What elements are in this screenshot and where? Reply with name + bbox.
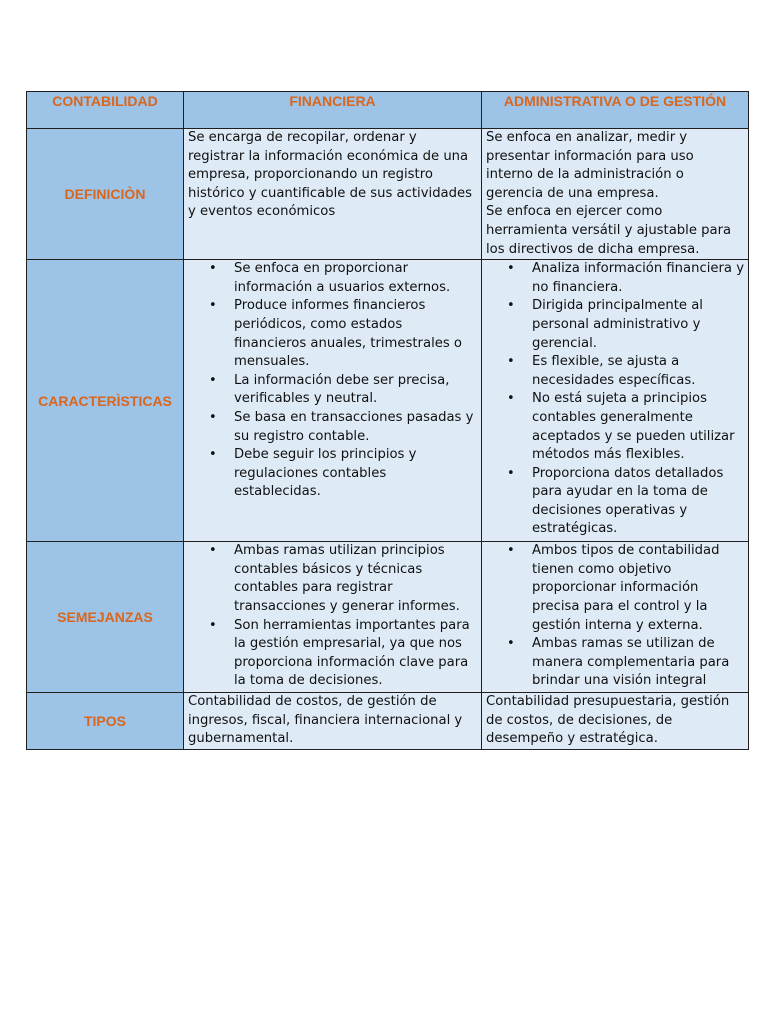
definicion-administrativa-text-1: Se enfoca en analizar, medir y presentar información para uso interno de la administración o gerencia de una empresa. [486,130,694,201]
list-item: • Ambas ramas se utilizan de manera complementaria para brindar una visión integral [532,635,744,691]
semejanzas-administrativa [482,542,749,693]
row-caracteristicas [27,260,749,542]
list-item: • Son herramientas importantes para la gestión empresarial, ya que nos proporciona información clave para la toma de decisiones. [234,617,477,691]
row-tipos [27,693,749,750]
caracteristicas-financiera [184,260,482,542]
list-item: • Se basa en transacciones pasadas y su registro contable. [234,409,477,446]
list-item: • Analiza información financiera y no financiera. [532,260,744,297]
semejanzas-financiera [184,542,482,693]
caracteristicas-financiera-list [188,260,477,502]
tipos-financiera-text: Contabilidad de costos, de gestión de ingresos, fiscal, financiera internacional y gubernamental. [188,694,463,747]
list-item: • Dirigida principalmente al personal administrativo y gerencial. [532,297,744,353]
header-administrativa: ADMINISTRATIVA O DE GESTIÓN [482,92,749,129]
list-item: • No está sujeta a principios contables generalmente aceptados y se pueden utilizar métodos más flexibles. [532,390,744,464]
caracteristicas-administrativa [482,260,749,542]
label-caracteristicas: CARACTERÌSTICAS [27,260,184,542]
list-item: • La información debe ser precisa, verificables y neutral. [234,372,477,409]
list-item: • Es flexible, se ajusta a necesidades específicas. [532,353,744,390]
header-financiera: FINANCIERA [184,92,482,129]
list-item: • Debe seguir los principios y regulaciones contables establecidas. [234,446,477,502]
row-definicion [27,129,749,260]
definicion-financiera [184,129,482,260]
list-item: • Produce informes financieros periódicos, como estados financieros anuales, trimestrales o mensuales. [234,297,477,371]
semejanzas-financiera-list [188,542,477,691]
tipos-financiera [184,693,482,750]
comparison-table [26,91,749,750]
header-row [27,92,749,129]
list-item: • Se enfoca en proporcionar información a usuarios externos. [234,260,477,297]
row-semejanzas [27,542,749,693]
definicion-administrativa [482,129,749,260]
list-item: • Proporciona datos detallados para ayudar en la toma de decisiones operativas y estratégicas. [532,465,744,539]
header-contabilidad: CONTABILIDAD [27,92,184,129]
list-item: • Ambas ramas utilizan principios contables básicos y técnicas contables para registrar transacciones y generar informes. [234,542,477,616]
label-definicion: DEFINICIÒN [27,129,184,260]
definicion-administrativa-text-2: Se enfoca en ejercer como herramienta versátil y ajustable para los directivos de dicha empresa. [486,204,732,257]
tipos-administrativa-text: Contabilidad presupuestaria, gestión de costos, de decisiones, de desempeño y estratégica. [486,694,730,747]
label-tipos: TIPOS [27,693,184,750]
list-item: • Ambos tipos de contabilidad tienen como objetivo proporcionar información precisa para el control y la gestión interna y externa. [532,542,744,635]
caracteristicas-administrativa-list [486,260,744,539]
label-semejanzas: SEMEJANZAS [27,542,184,693]
tipos-administrativa [482,693,749,750]
definicion-financiera-text: Se encarga de recopilar, ordenar y registrar la información económica de una empresa, proporcionando un registro histórico y cuantificable de sus actividades y eventos económicos [188,130,472,220]
semejanzas-administrativa-list [486,542,744,691]
